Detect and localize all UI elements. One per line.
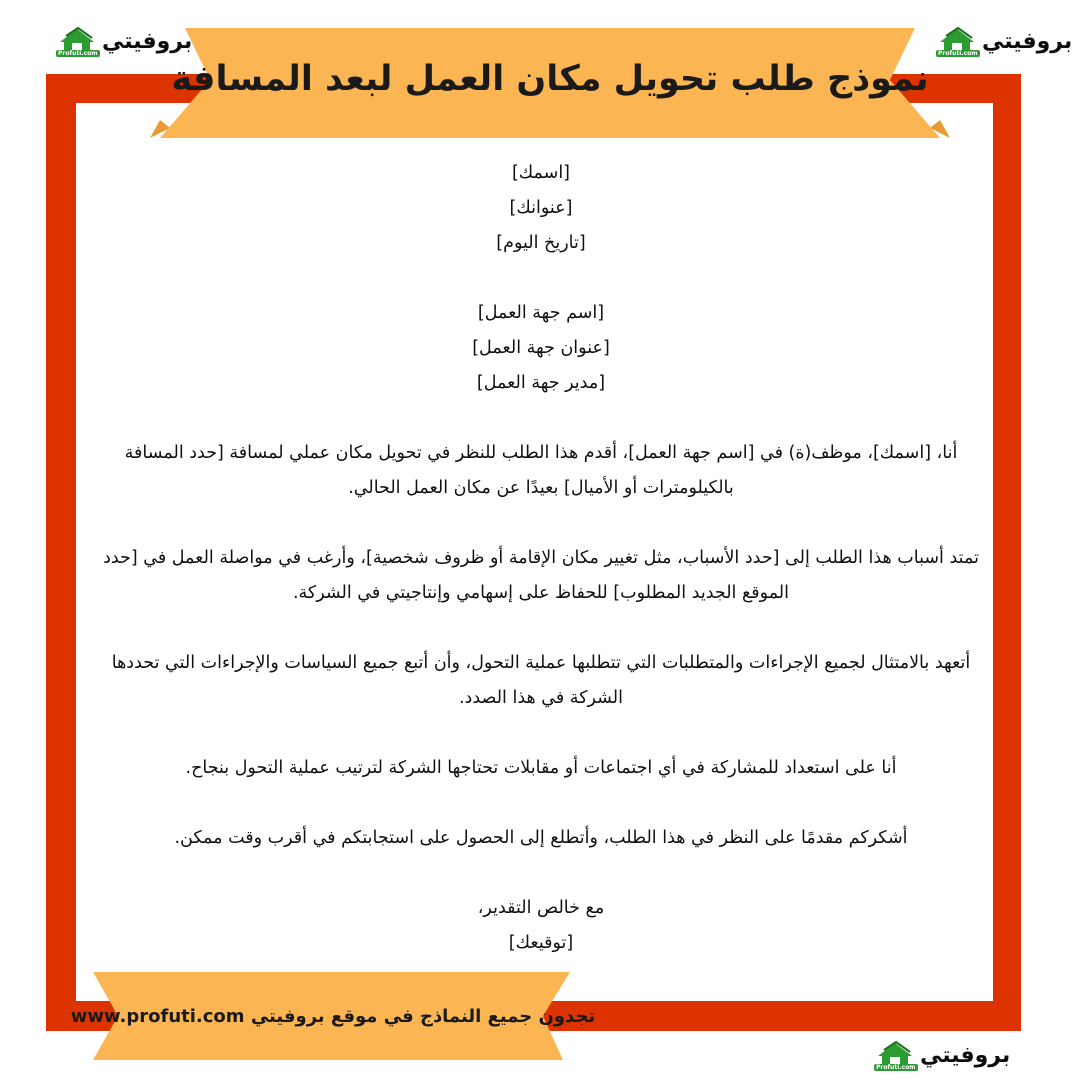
- footer-text: تجدون جميع النماذج في موقع بروفيتي www.profuti.com: [70, 1005, 596, 1027]
- paragraph-thanks: أشكركم مقدمًا على النظر في هذا الطلب، وأتطلع إلى الحصول على استجابتكم في أقرب وقت ممكن.: [174, 828, 908, 848]
- title-banner: [150, 20, 950, 148]
- brand-name: بروفيتي: [920, 1042, 1011, 1068]
- brand-logo-top-left: [56, 26, 192, 56]
- paragraph-availability: أنا على استعداد للمشاركة في أي اجتماعات أو مقابلات تحتاجها الشركة لترتيب عملية التحول بنجاح.: [185, 758, 897, 778]
- paragraph-commitment: أتعهد بالامتثال لجميع الإجراءات والمتطلبات التي تتطلبها عملية التحول، وأن أتبع جميع السياسات والإجراءات التي تحددها الشركة في هذا الصدد.: [111, 653, 971, 708]
- house-icon: [936, 26, 978, 56]
- recipient-manager: [مدير جهة العمل]: [476, 373, 606, 393]
- brand-domain: Profuti.com: [938, 50, 978, 57]
- brand-name: بروفيتي: [102, 28, 193, 54]
- recipient-address: [عنوان جهة العمل]: [472, 338, 610, 358]
- brand-domain: Profuti.com: [58, 50, 98, 57]
- brand-name: بروفيتي: [982, 28, 1073, 54]
- page-title: نموذج طلب تحويل مكان العمل لبعد المسافة: [171, 59, 929, 99]
- house-icon: [56, 26, 98, 56]
- recipient-name: [اسم جهة العمل]: [477, 303, 605, 323]
- closing: مع خالص التقدير،: [477, 898, 605, 918]
- paragraph-reasons: تمتد أسباب هذا الطلب إلى [حدد الأسباب، مثل تغيير مكان الإقامة أو ظروف شخصية]، وأرغب في مواصلة العمل في [حدد الموقع الجديد المطلوب] للحفاظ على إسهامي وإنتاجيتي في الشركة.: [103, 548, 979, 603]
- house-icon: [874, 1040, 916, 1070]
- signature: [توقيعك]: [508, 933, 574, 953]
- letter-date: [تاريخ اليوم]: [496, 233, 586, 253]
- sender-name: [اسمك]: [511, 163, 571, 183]
- paragraph-intro: أنا، [اسمك]، موظف(ة) في [اسم جهة العمل]، أقدم هذا الطلب للنظر في تحويل مكان عملي لمسافة [حدد المسافة بالكيلومترات أو الأميال] بعيدًا عن مكان العمل الحالي.: [124, 443, 958, 498]
- brand-logo-bottom-right: [874, 1040, 1010, 1070]
- footer-banner: [70, 968, 596, 1068]
- brand-logo-top-right: [936, 26, 1072, 56]
- brand-domain: Profuti.com: [876, 1064, 916, 1071]
- sender-address: [عنوانك]: [509, 198, 573, 218]
- letter-body: [86, 156, 996, 961]
